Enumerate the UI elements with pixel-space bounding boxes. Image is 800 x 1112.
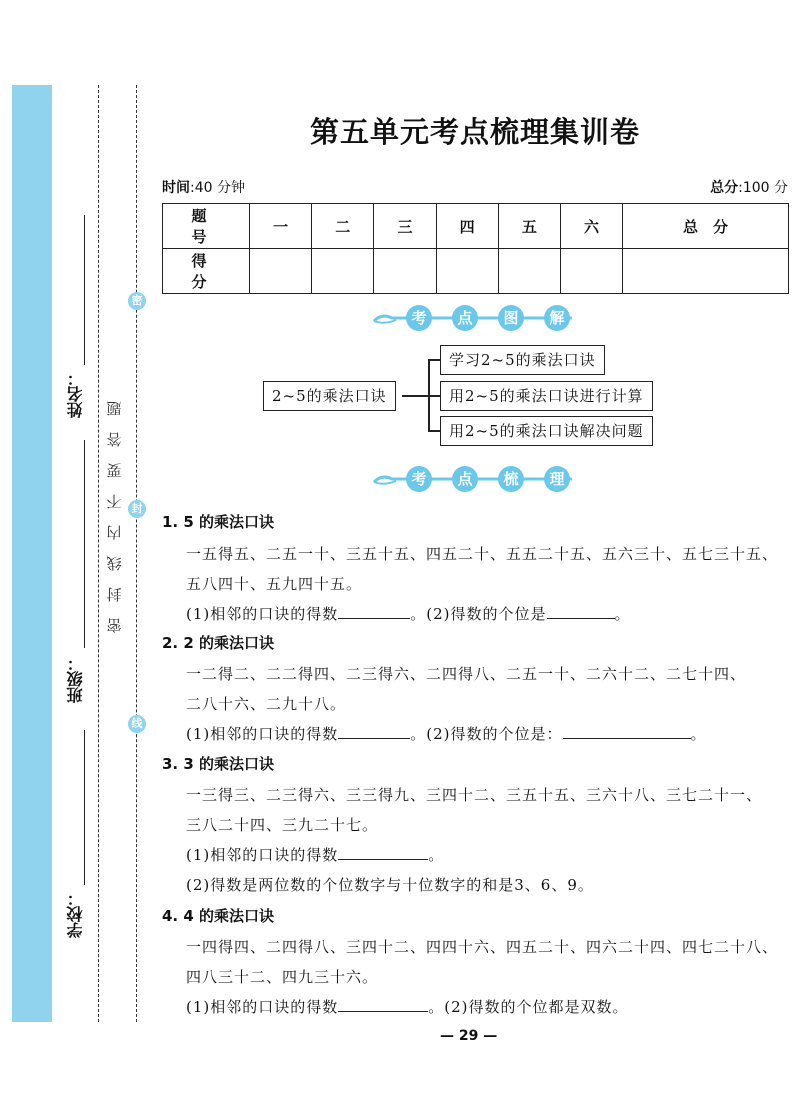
section-title-3: 3. 3 的乘法口诀 xyxy=(162,755,275,773)
time-label: 时间 xyxy=(162,180,190,196)
class-label: 班级： xyxy=(66,655,85,703)
score-cell[interactable] xyxy=(312,249,374,294)
header-cell: 一 xyxy=(250,204,312,249)
rhyme-line: 一四得四、二四得八、三四十二、四四十六、四五二十、四六二十四、四七二十八、 xyxy=(186,938,779,956)
page-number: — 29 — xyxy=(440,1028,498,1044)
mindmap-branch: 用2~5的乘法口诀进行计算 xyxy=(440,381,653,411)
total-label: 总分 xyxy=(710,180,739,196)
rhyme-line: 一三得三、二三得六、三三得九、三四十二、三五十五、三六十八、三七二十一、 xyxy=(186,786,763,804)
score-table xyxy=(162,203,789,294)
answer-blank[interactable] xyxy=(338,724,410,739)
header-cell: 二 xyxy=(312,204,374,249)
header-cell: 总 分 xyxy=(623,204,789,249)
banner-char: 图 xyxy=(498,305,524,331)
answer-blank[interactable] xyxy=(338,604,410,619)
question-line xyxy=(186,723,707,744)
question-end: 。 xyxy=(614,605,631,623)
score-cell[interactable] xyxy=(374,249,436,294)
school-label: 学校： xyxy=(66,890,85,938)
seal-char: 答 xyxy=(106,430,122,448)
banner-char: 考 xyxy=(406,466,432,492)
banner-char: 点 xyxy=(452,305,478,331)
banner-char: 解 xyxy=(544,305,570,331)
answer-blank[interactable] xyxy=(547,604,615,619)
score-cell[interactable] xyxy=(250,249,312,294)
name-field[interactable] xyxy=(84,215,85,365)
question-text: 。(2)得数的个位是： xyxy=(410,725,563,743)
question-line xyxy=(186,844,444,865)
seal-char: 不 xyxy=(106,492,122,510)
banner-char: 考 xyxy=(406,305,432,331)
question-line: (2)得数是两位数的个位数字与十位数字的和是3、6、9。 xyxy=(186,876,594,894)
rhyme-line: 五八四十、五九四十五。 xyxy=(186,575,363,593)
banner-char: 点 xyxy=(452,466,478,492)
review-banner xyxy=(372,466,576,492)
score-cell[interactable] xyxy=(436,249,498,294)
seal-mark-bottom: 线 xyxy=(128,715,146,733)
name-label: 姓名： xyxy=(66,370,85,418)
question-text: (1)相邻的口诀的得数 xyxy=(186,605,339,623)
rhyme-line: 一二得二、二二得四、二三得六、二四得八、二五一十、二六十二、二七十四、 xyxy=(186,665,747,683)
section-title-4: 4. 4 的乘法口诀 xyxy=(162,907,275,925)
rhyme-line: 四八三十二、四九三十六。 xyxy=(186,968,379,986)
page-title: 第五单元考点梳理集训卷 xyxy=(309,115,640,149)
time-value: :40 分钟 xyxy=(190,180,245,196)
time-info xyxy=(162,177,245,197)
score-cell[interactable] xyxy=(560,249,622,294)
score-cell[interactable] xyxy=(498,249,560,294)
answer-blank[interactable] xyxy=(338,845,428,860)
header-cell: 五 xyxy=(498,204,560,249)
header-cell: 三 xyxy=(374,204,436,249)
question-text: (1)相邻的口诀的得数 xyxy=(186,998,339,1016)
answer-blank[interactable] xyxy=(563,724,691,739)
diagram-banner xyxy=(372,305,576,331)
mindmap-connector xyxy=(428,359,440,361)
rhyme-line: 二八十六、二九十八。 xyxy=(186,695,347,713)
sidebar-strip xyxy=(12,85,52,1022)
answer-blank[interactable] xyxy=(338,997,428,1012)
seal-char: 封 xyxy=(106,585,122,603)
question-text: (1)相邻的口诀的得数 xyxy=(186,846,339,864)
seal-char: 要 xyxy=(106,461,122,479)
seal-mark-top: 密 xyxy=(128,292,146,310)
seal-warning-text xyxy=(104,388,124,636)
sidebar-bottom-mask xyxy=(12,1022,152,1112)
score-table-header-row xyxy=(163,204,789,249)
question-end: 。 xyxy=(690,725,707,743)
header-cell: 六 xyxy=(560,204,622,249)
mindmap-connector xyxy=(402,395,428,397)
banner-char: 梳 xyxy=(498,466,524,492)
score-cell[interactable] xyxy=(623,249,789,294)
section-title-5: 1. 5 的乘法口诀 xyxy=(162,513,275,531)
score-row-label: 得 分 xyxy=(163,249,250,294)
dashed-cut-line xyxy=(136,85,137,1022)
school-field[interactable] xyxy=(84,730,85,885)
seal-char: 内 xyxy=(106,523,122,541)
mindmap-root: 2~5的乘法口诀 xyxy=(263,381,396,411)
rhyme-line: 三八二十四、三九二十七。 xyxy=(186,816,379,834)
total-value: :100 分 xyxy=(738,180,788,196)
mindmap-connector xyxy=(428,395,440,397)
header-cell: 题 号 xyxy=(163,204,250,249)
class-field[interactable] xyxy=(84,440,85,648)
seal-char: 线 xyxy=(106,554,122,572)
question-text: 。(2)得数的个位是 xyxy=(410,605,547,623)
header-cell: 四 xyxy=(436,204,498,249)
seal-mark-middle: 封 xyxy=(128,500,146,518)
section-title-2: 2. 2 的乘法口诀 xyxy=(162,634,275,652)
seal-char: 题 xyxy=(106,399,122,417)
question-line xyxy=(186,603,631,624)
score-table-score-row xyxy=(163,249,789,294)
total-score-info xyxy=(710,177,788,197)
question-line xyxy=(186,996,629,1017)
banner-char: 理 xyxy=(544,466,570,492)
question-end: 。 xyxy=(428,846,445,864)
mindmap-branch: 学习2~5的乘法口诀 xyxy=(440,345,605,375)
dashed-fold-line xyxy=(98,85,99,1022)
seal-char: 密 xyxy=(106,616,122,634)
question-text: (1)相邻的口诀的得数 xyxy=(186,725,339,743)
mindmap-branch: 用2~5的乘法口诀解决问题 xyxy=(440,416,653,446)
rhyme-line: 一五得五、二五一十、三五十五、四五二十、五五二十五、五六三十、五七三十五、 xyxy=(186,545,779,563)
question-text: 。(2)得数的个位都是双数。 xyxy=(428,998,629,1016)
mindmap-connector xyxy=(428,430,440,432)
